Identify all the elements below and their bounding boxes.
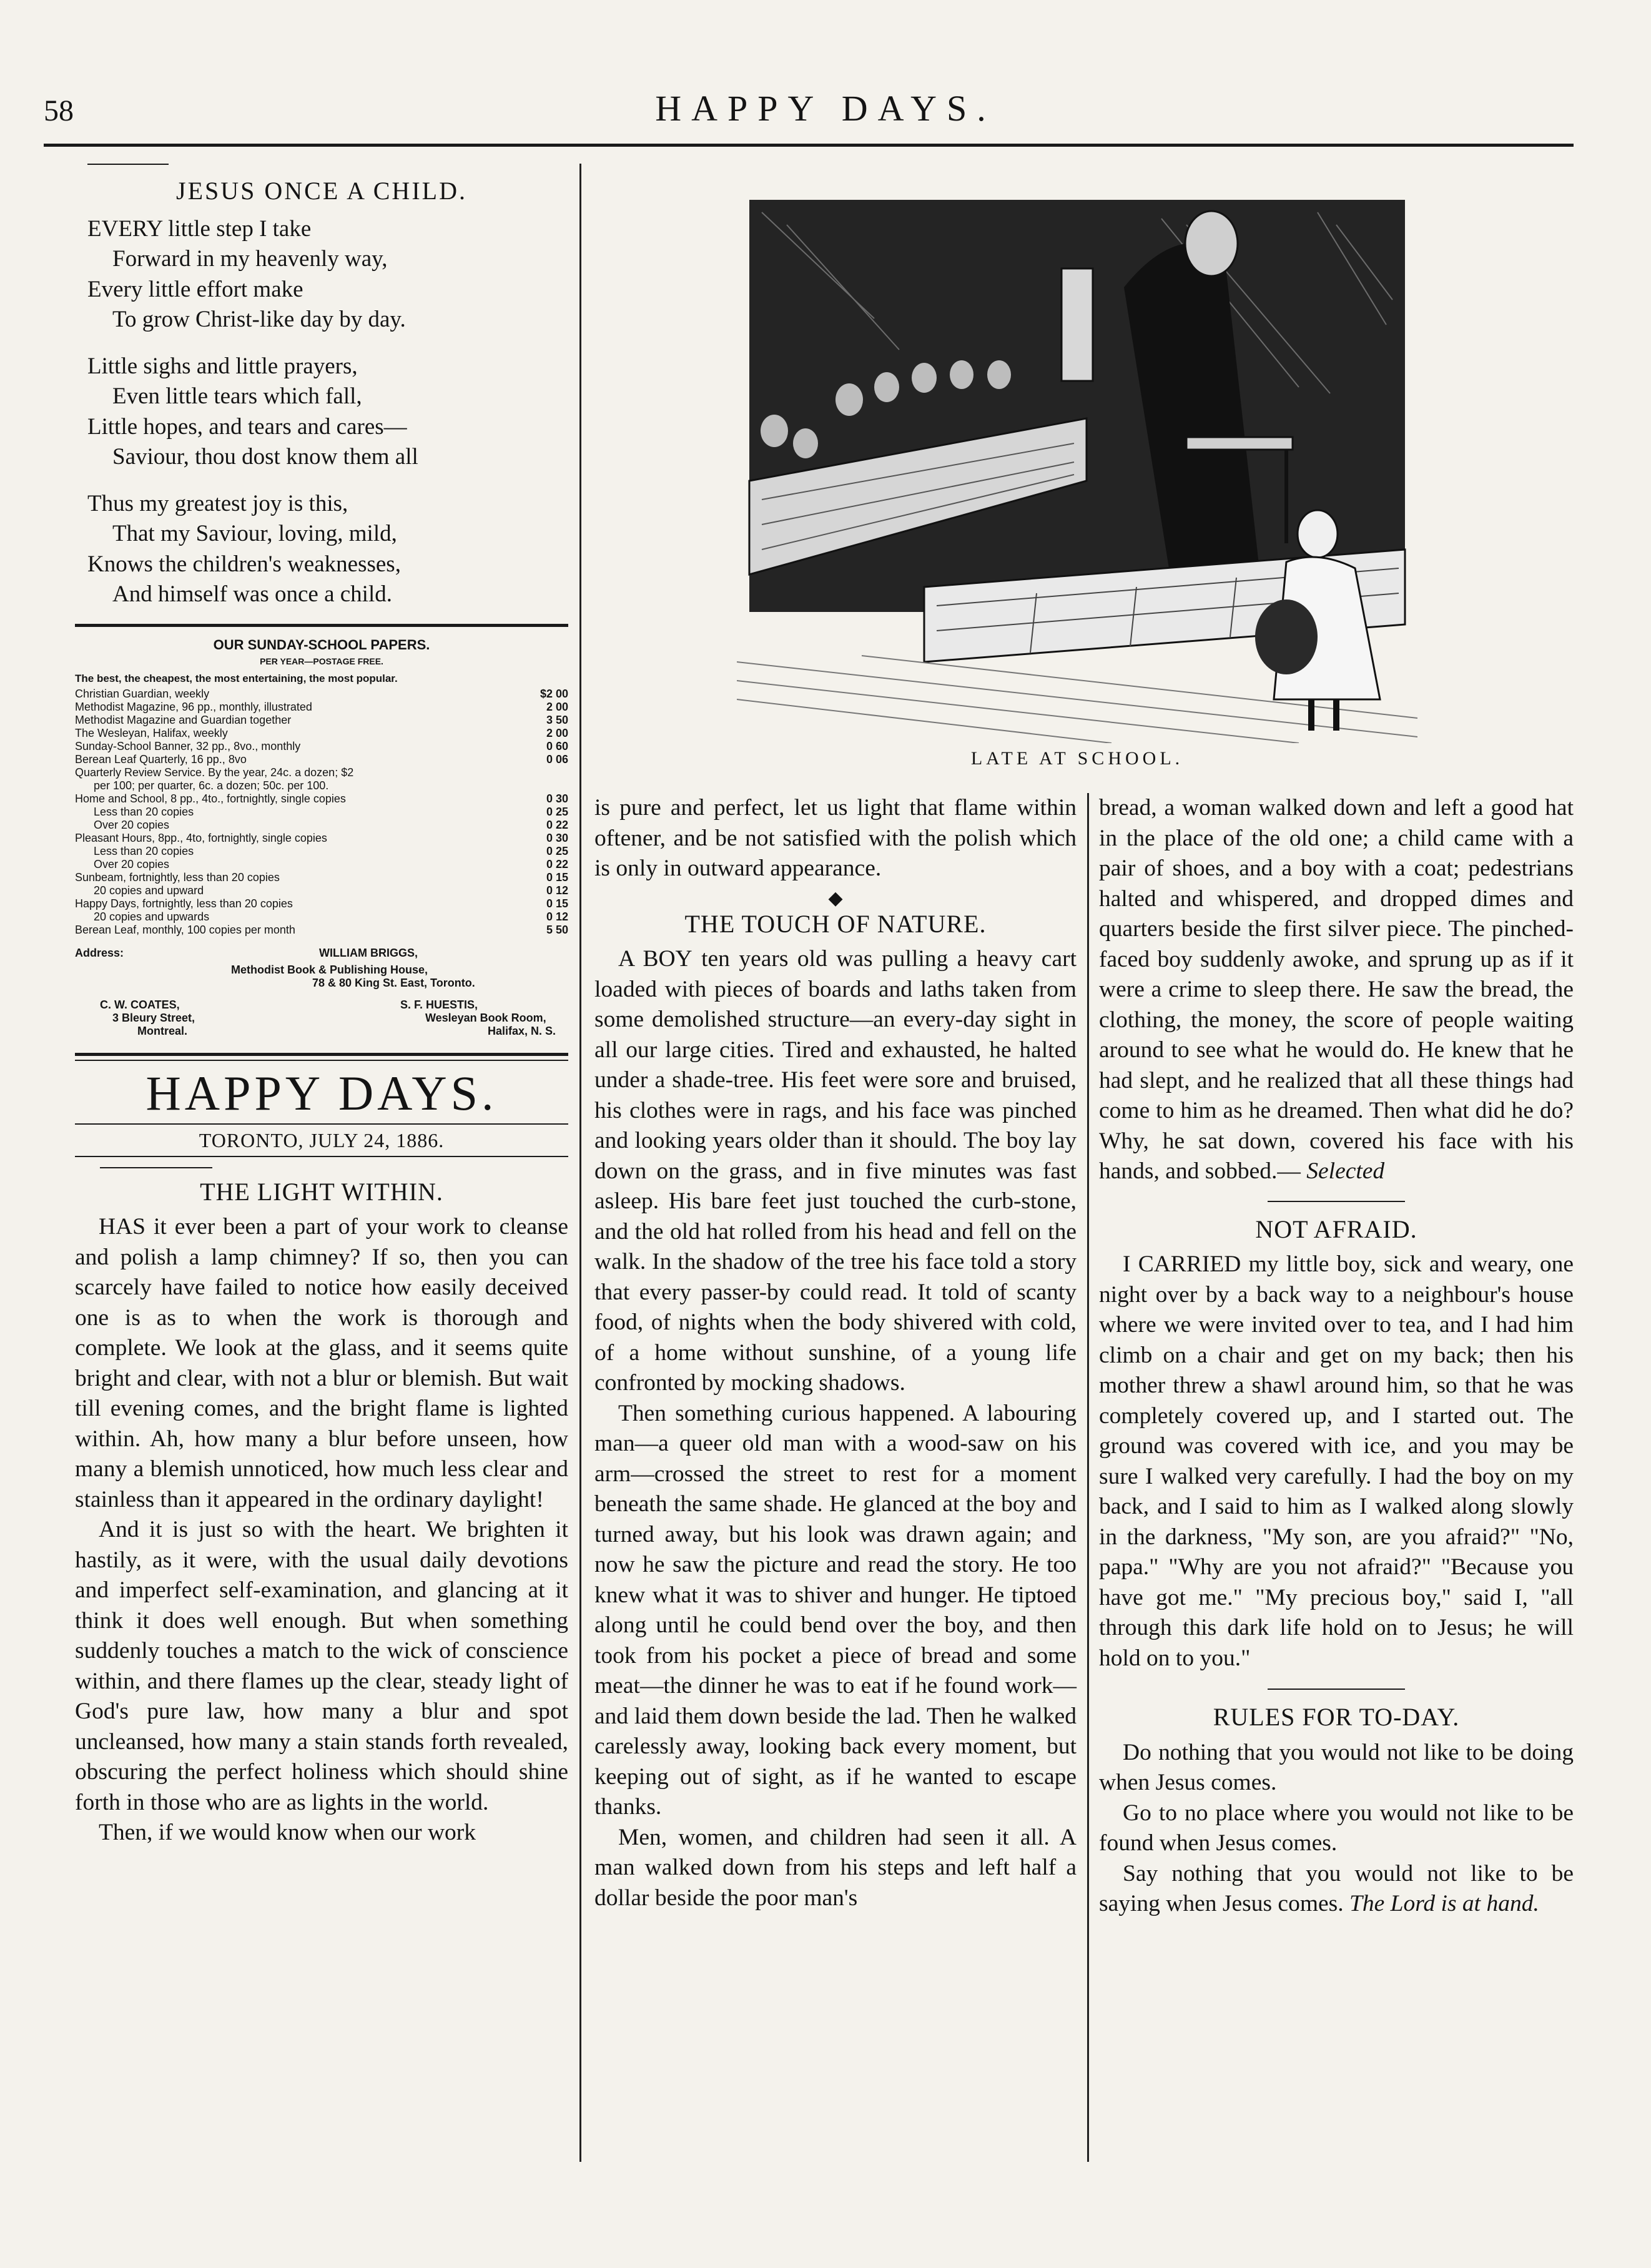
stanza — [87, 352, 568, 473]
agent-line: Montreal. — [137, 1024, 188, 1037]
price-row — [75, 897, 568, 910]
price-value: 0 25 — [546, 844, 568, 857]
column-divider-1 — [579, 164, 581, 2162]
paper-title: HAPPY DAYS. — [145, 1065, 498, 1120]
papers-price-list — [75, 638, 568, 1038]
poem-line: Little sighs and little prayers, — [87, 353, 358, 379]
price-label: Happy Days, fortnightly, less than 20 copies — [75, 897, 293, 910]
papers-tagline: The best, the cheapest, the most entertaining, the most popular. — [75, 672, 398, 684]
price-value: 3 50 — [546, 713, 568, 726]
stanza — [87, 214, 568, 335]
price-rows — [75, 688, 568, 937]
price-row — [75, 727, 568, 740]
illustration-caption: LATE AT SCHOOL. — [970, 748, 1184, 769]
price-label: per 100; per quarter, 6c. a dozen; 50c. per 100. — [94, 779, 329, 792]
agent-line: S. F. HUESTIS, — [400, 998, 478, 1011]
agent-line: C. W. COATES, — [100, 998, 180, 1011]
price-label: Sunday-School Banner, 32 pp., 8vo., monthly — [75, 739, 301, 752]
price-label: Berean Leaf, monthly, 100 copies per month — [75, 923, 295, 936]
price-value: 0 15 — [546, 897, 568, 910]
agent-montreal — [100, 998, 195, 1038]
agents — [75, 998, 568, 1038]
price-value: 2 00 — [546, 726, 568, 739]
paragraph-text: bread, a woman walked down and left a good hat in the place of the old one; a child came with a pair of shoes, and a boy with a coat; pedestrians halted and whispered, and dropped dimes and quarters beside the first silver piece. The pinched-faced boy suddenly awoke, and sprung up as if it were a crime to sleep there. He saw the bread, the clothing, the money, the score of people waiting around to see what he would do. He knew that he had slept, and he realized that all these things had come to him as he dreamed. Then what did he do? Why, he sat down, covered his face with his hands, and sobbed.— — [1099, 795, 1574, 1184]
poem-line: EVERY little step I take — [87, 215, 312, 242]
price-label: The Wesleyan, Halifax, weekly — [75, 726, 228, 739]
agent-line: 3 Bleury Street, — [112, 1011, 195, 1024]
poem-line: Little hopes, and tears and cares— — [87, 413, 407, 440]
price-row — [75, 871, 568, 884]
afraid-title: NOT AFRAID. — [1255, 1215, 1417, 1243]
poem-line: To grow Christ-like day by day. — [112, 307, 406, 332]
price-value: 0 30 — [546, 792, 568, 805]
section-rule — [75, 624, 568, 627]
price-row — [75, 714, 568, 727]
price-value: 0 12 — [546, 884, 568, 897]
attribution: Selected — [1306, 1158, 1385, 1184]
column-2 — [594, 793, 1077, 1913]
price-label: Methodist Magazine, 96 pp., monthly, illustrated — [75, 700, 312, 713]
column-1 — [75, 164, 568, 1848]
price-label: Methodist Magazine and Guardian together — [75, 713, 292, 726]
poem-line: Forward in my heavenly way, — [112, 246, 388, 272]
paragraph-text: my little boy, sick and weary, one night over by a back way to a neighbour's house where we were invited over to tea, and I had him climb on a chair and get on my back; then his mother threw a shawl around him, so that he was completely covered up, and I started out. The ground was covered with ice, and you may be sure I walked very carefully. I had the boy on my back, and I said to him as I walked along slowly in the darkness, "My son, are you afraid?" "No, papa." "Why are you not afraid?" "Because you have got me." "My precious boy," said I, "all through this dark life hold on to Jesus; he will hold on to you." — [1099, 1251, 1574, 1671]
page-number: 58 — [44, 94, 74, 127]
poem-line: Saviour, thou dost know them all — [112, 444, 418, 470]
section-rule — [75, 1156, 568, 1157]
address-line: Methodist Book & Publishing House, — [231, 963, 428, 976]
light-title: THE LIGHT WITHIN. — [200, 1177, 443, 1206]
top-rule — [87, 164, 169, 165]
section-separator — [1268, 1201, 1405, 1202]
price-row — [75, 819, 568, 832]
column-3 — [1099, 793, 1574, 1920]
stanza — [87, 489, 568, 610]
papers-subtitle: PER YEAR—POSTAGE FREE. — [260, 656, 383, 666]
price-row — [75, 924, 568, 937]
light-paragraph — [75, 1212, 568, 1515]
price-value: 0 12 — [546, 910, 568, 923]
price-label: Berean Leaf Quarterly, 16 pp., 8vo — [75, 752, 247, 766]
price-row — [75, 792, 568, 806]
price-label: Home and School, 8 pp., 4to., fortnightly, single copies — [75, 792, 346, 805]
address-line: 78 & 80 King St. East, Toronto. — [312, 976, 475, 989]
engraving-image — [737, 187, 1417, 743]
rule-paragraph: Go to no place where you would not like to be found when Jesus comes. — [1099, 1800, 1574, 1856]
price-value: $2 00 — [540, 687, 568, 700]
price-label: 20 copies and upward — [94, 884, 204, 897]
touch-paragraph: Men, women, and children had seen it all. A man walked down from his steps and left half a dollar beside the poor man's — [594, 1824, 1077, 1911]
agent-line: Wesleyan Book Room, — [425, 1011, 546, 1024]
section-separator — [1268, 1689, 1405, 1690]
rule-paragraph: Do nothing that you would not like to be doing when Jesus comes. — [1099, 1739, 1574, 1795]
price-row — [75, 884, 568, 897]
price-label: Quarterly Review Service. By the year, 24c. a dozen; $2 — [75, 766, 354, 779]
price-value: 0 60 — [546, 739, 568, 752]
price-row — [75, 740, 568, 753]
papers-title: OUR SUNDAY-SCHOOL PAPERS. — [213, 636, 430, 653]
address-label: Address: — [75, 946, 124, 959]
dropcap-word: HAS — [99, 1214, 146, 1240]
touch-paragraph — [594, 944, 1077, 1399]
dateline: TORONTO, JULY 24, 1886. — [199, 1128, 445, 1151]
price-value: 0 22 — [546, 818, 568, 831]
dropcap-word: I CARRIED — [1123, 1251, 1241, 1277]
poem — [75, 214, 568, 610]
price-row — [75, 858, 568, 871]
touch-paragraph-continued — [1099, 793, 1574, 1187]
light-paragraph-continued: is pure and perfect, let us light that flame within oftener, and be not satisfied with the polish which is only in outward appearance. — [594, 795, 1077, 881]
price-label: Less than 20 copies — [94, 844, 194, 857]
price-row — [75, 910, 568, 924]
illustration-late-at-school — [737, 187, 1417, 743]
price-row — [75, 766, 568, 779]
touch-paragraph: Then something curious happened. A labouring man—a queer old man with a wood-saw on his arm—crossed the street to rest for a moment beneath the same shade. He glanced at the boy and turned away, but his look was drawn again; and now he saw the picture and read the story. He too knew what it was to shiver and hunger. He tiptoed along until he could bend over the boy, and then took from his pocket a piece of bread and some meat—the dinner he was to eat if he found work—and laid them down beside the lad. Then he walked carelessly away, looking back every moment, but keeping out of sight, as if he wanted to escape thanks. — [594, 1400, 1077, 1820]
price-label: Christian Guardian, weekly — [75, 687, 210, 700]
ornament-rule — [100, 1167, 212, 1168]
touch-title: THE TOUCH OF NATURE. — [684, 909, 987, 938]
price-value: 0 25 — [546, 805, 568, 818]
price-value: 0 15 — [546, 870, 568, 884]
price-row — [75, 701, 568, 714]
price-value: 0 22 — [546, 857, 568, 870]
poem-title: JESUS ONCE A CHILD. — [176, 177, 467, 205]
poem-line: Every little effort make — [87, 276, 303, 302]
header-rule — [44, 144, 1574, 147]
price-value: 0 30 — [546, 831, 568, 844]
price-value: 5 50 — [546, 923, 568, 936]
price-label: Pleasant Hours, 8pp., 4to, fortnightly, single copies — [75, 831, 327, 844]
dropcap-word: A BOY — [618, 946, 692, 972]
price-row — [75, 688, 568, 701]
section-rule — [75, 1060, 568, 1061]
price-row — [75, 806, 568, 819]
section-rule — [75, 1053, 568, 1056]
price-label: Over 20 copies — [94, 818, 170, 831]
paragraph-text: it ever been a part of your work to cleanse and polish a lamp chimney? If so, then you can scarcely have failed to notice how easily deceived one is as to when the work is thorough and complete. We look at the glass, and it seems quite bright and clear, with not a blur or blemish. But wait till evening comes, and the bright flame is lighted within. Ah, how many a blur before unseen, how many a blemish unnoticed, how much less clear and stainless than it appeared in the ordinary daylight! — [75, 1214, 568, 1512]
price-row — [75, 753, 568, 766]
poem-line: Knows the children's weaknesses, — [87, 551, 401, 577]
price-row — [75, 779, 568, 792]
poem-line: Thus my greatest joy is this, — [87, 490, 348, 516]
agent-line: Halifax, N. S. — [487, 1024, 556, 1037]
address-block — [75, 947, 568, 960]
afraid-paragraph — [1099, 1250, 1574, 1674]
price-label: 20 copies and upwards — [94, 910, 210, 923]
price-value: 0 06 — [546, 752, 568, 766]
rule-paragraph — [1099, 1859, 1574, 1920]
light-paragraph: Then, if we would know when our work — [99, 1820, 476, 1845]
column-divider-2 — [1087, 793, 1089, 2162]
price-row — [75, 832, 568, 845]
paragraph-text: Say nothing that you would not like to be saying when Jesus comes. — [1099, 1860, 1574, 1916]
poem-line: That my Saviour, loving, mild, — [112, 521, 397, 546]
price-label: Less than 20 copies — [94, 805, 194, 818]
paragraph-text: ten years old was pulling a heavy cart loaded with pieces of boards and laths taken from some demolished structure—an every-day sight in all our large cities. Tired and exhausted, he halted under a shade-tree. His feet were sore and bruised, his clothes were in rags, and his face was pinched and looking years older than it should. The boy lay down on the grass, and in five minutes was fast asleep. His bare feet just touched the curb-stone, and the old hat rolled from his head and fell on the walk. In the shadow of the tree his face told a story that every passer-by could read. It told of scanty food, of nights when the body shivered with cold, of a home without sunshine, of a young life confronted by mocking shadows. — [594, 946, 1077, 1396]
price-label: Over 20 copies — [94, 857, 170, 870]
ornament: ◆ — [828, 887, 843, 909]
poem-line: And himself was once a child. — [112, 581, 392, 607]
price-value: 2 00 — [546, 700, 568, 713]
closing-line: The Lord is at hand. — [1349, 1891, 1539, 1916]
address-name: WILLIAM BRIGGS, — [319, 946, 418, 959]
masthead: HAPPY DAYS. — [655, 88, 996, 129]
agent-halifax — [400, 998, 556, 1038]
price-value — [564, 766, 568, 779]
price-label: Sunbeam, fortnightly, less than 20 copies — [75, 870, 280, 884]
light-paragraph: And it is just so with the heart. We brighten it hastily, as it were, with the usual daily devotions and imperfect self-examination, and glancing at it think it does well enough. But when something suddenly touches a match to the wick of conscience within, and there flames up the clear, steady light of God's pure law, how many a blur and spot uncleansed, how many a stain stands forth revealed, obscuring the perfect holiness which should shine forth in those who are as lights in the world. — [75, 1517, 568, 1815]
poem-line: Even little tears which fall, — [112, 383, 362, 409]
price-value — [564, 779, 568, 792]
price-row — [75, 845, 568, 858]
rules-title: RULES FOR TO-DAY. — [1213, 1703, 1460, 1731]
